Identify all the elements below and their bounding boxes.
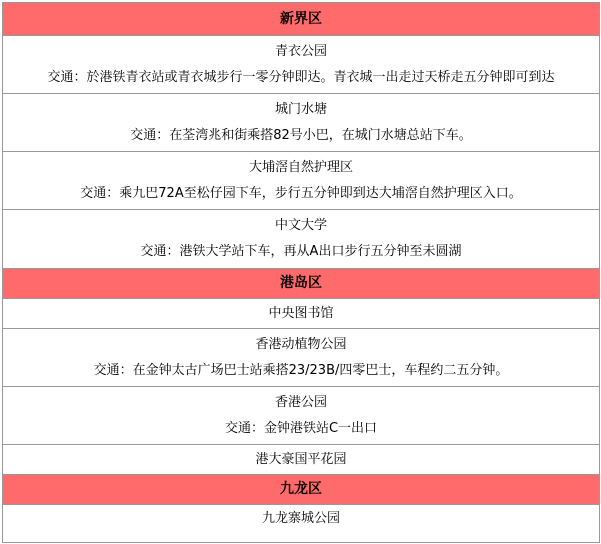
place-name: 城门水塘 xyxy=(274,102,327,117)
transport-info: 交通：港铁大学站下车，再从A出口步行五分钟至未圆湖 xyxy=(140,244,462,259)
section-title: 新界区 xyxy=(280,11,322,27)
place-name: 九龙寨城公园 xyxy=(261,511,340,526)
location-table xyxy=(2,2,600,543)
place-name: 大埔滘自然护理区 xyxy=(248,160,353,175)
place-name: 中央图书馆 xyxy=(268,306,334,321)
section-title: 九龙区 xyxy=(280,481,322,497)
list-item xyxy=(3,210,599,269)
place-name: 中文大学 xyxy=(274,218,327,233)
place-name: 香港公园 xyxy=(274,395,327,410)
transport-info: 交通：在金钟太古广场巴士站乘搭23/23B/四零巴士，车程约二五分钟。 xyxy=(93,363,509,378)
place-name: 青衣公园 xyxy=(274,44,327,59)
list-item xyxy=(3,152,599,210)
transport-info: 交通：乘九巴72A至松仔园下车，步行五分钟即到达大埔滘自然护理区入口。 xyxy=(80,186,522,201)
section-header-hong-kong-island xyxy=(3,269,599,299)
section-header-new-territories xyxy=(3,3,599,36)
list-item xyxy=(3,329,599,387)
transport-info: 交通：在荃湾兆和街乘搭82号小巴，在城门水塘总站下车。 xyxy=(130,128,472,143)
list-item xyxy=(3,445,599,475)
section-header-kowloon xyxy=(3,475,599,505)
transport-info: 交通：金钟港铁站C一出口 xyxy=(224,421,378,436)
list-item xyxy=(3,94,599,152)
section-title: 港岛区 xyxy=(280,275,322,291)
transport-info: 交通：於港铁青衣站或青衣城步行一零分钟即达。青衣城一出走过天桥走五分钟即可到达 xyxy=(47,70,555,85)
list-item xyxy=(3,505,599,532)
place-name: 港大豪国平花园 xyxy=(255,452,347,467)
list-item xyxy=(3,387,599,445)
list-item xyxy=(3,299,599,329)
place-name: 香港动植物公园 xyxy=(255,337,347,352)
list-item xyxy=(3,36,599,94)
